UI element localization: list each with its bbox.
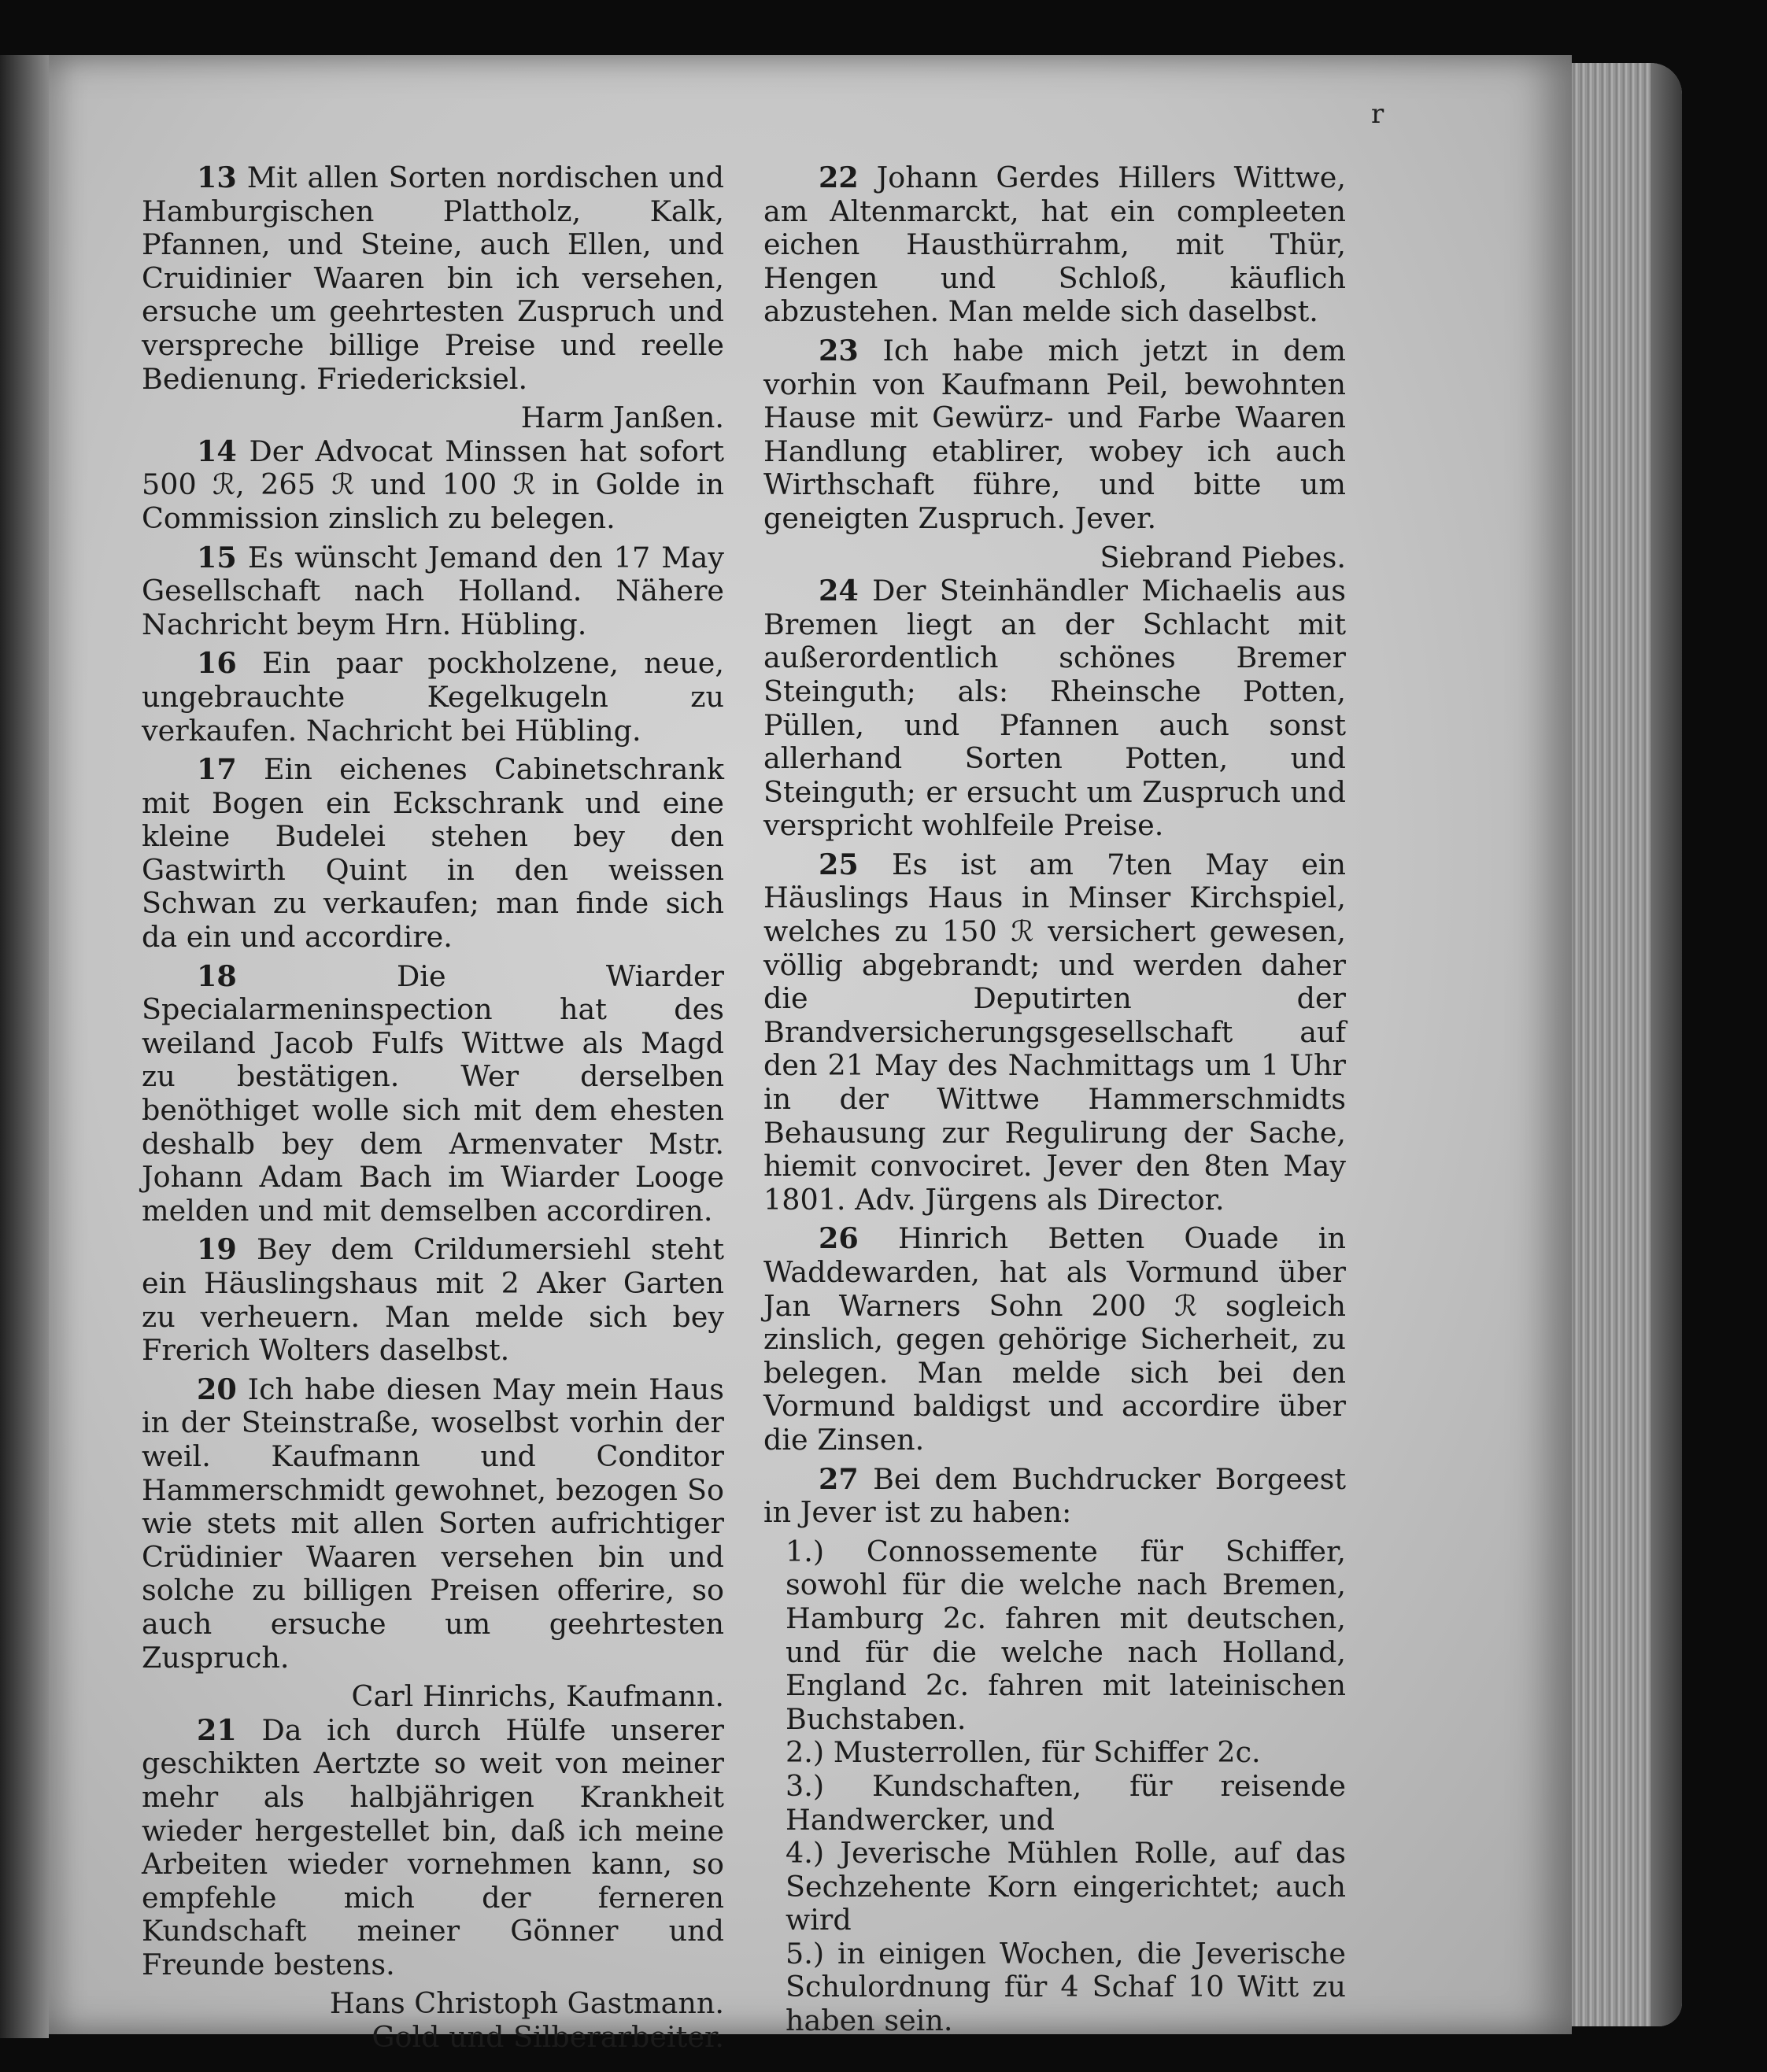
- left-column: [142, 161, 724, 2055]
- notice-27: 27 Bei dem Buchdrucker Borgeest in Jever ist zu haben:: [763, 1461, 1346, 1530]
- page-edges: [1572, 63, 1682, 2026]
- page-mark: r: [1371, 98, 1384, 130]
- notice-27-item-1: 1.) Connossemente für Schiffer, sowohl für die welche nach Bremen, Hamburg 2c. fahren mit deutschen, und für die welche nach Holland, England 2c. fahren mit lateinischen Buchstaben.: [786, 1534, 1347, 1736]
- notice-23: 23 Ich habe mich jetzt in dem vorhin von Kaufmann Peil, bewohnten Hause mit Gewürz- und Farbe Waaren Handlung etablirer, wobey ich auch Wirthschaft führe, und bitte um geneigten Zuspruch. Jever.: [763, 333, 1346, 535]
- notice-27-item-2: 2.) Musterrollen, für Schiffer 2c.: [786, 1735, 1261, 1770]
- notice-13: 13 Mit allen Sorten nordischen und Hamburgischen Plattholz, Kalk, Pfannen, und Steine, auch Ellen, und Cruidinier Waaren bin ich versehen, ersuche um geehrtesten Zuspruch und verspreche billige Preise und reelle Bedienung. Friedericksiel.: [142, 161, 724, 396]
- notice-27-item-4: 4.) Jeverische Mühlen Rolle, auf das Sechzehente Korn eingerichtet; auch wird: [786, 1836, 1346, 1937]
- right-column: [763, 161, 1346, 2038]
- notice-25: 25 Es ist am 7ten May ein Häuslings Haus in Minser Kirchspiel, welches zu 150 ℛ versichert gewesen, völlig abgebrandt; und werden daher die Deputirten der Brandversicherungsgesellschaft auf den 21 May des Nachmittags um 1 Uhr in der Wittwe Hammerschmidts Behausung zur Regulirung der Sache, hiemit convociret. Jever den 8ten May 1801. Adv. Jürgens als Director.: [763, 847, 1346, 1217]
- notice-20: 20 Ich habe diesen May mein Haus in der Steinstraße, woselbst vorhin der weil. Kaufmann und Conditor Hammerschmidt gewohnet, bezogen So wie stets mit allen Sorten aufrichtiger Crüdinier Waaren versehen bin und solche zu billigen Preisen offerire, so auch ersuche um geehrtesten Zuspruch.: [142, 1372, 724, 1675]
- notice-26: 26 Hinrich Betten Ouade in Waddewarden, hat als Vormund über Jan Warners Sohn 200 ℛ sogleich zinslich, gegen gehörige Sicherheit, zu belegen. Man melde sich bei den Vormund baldigst und accordire über die Zinsen.: [763, 1221, 1346, 1457]
- notice-24: 24 Der Steinhändler Michaelis aus Bremen liegt an der Schlacht mit außerordentlich schönes Bremer Steinguth; als: Rheinsche Potten, Püllen, und Pfannen auch sonst allerhand Sorten Potten, und Steinguth; er ersucht um Zuspruch und verspricht wohlfeile Preise.: [763, 574, 1347, 843]
- notice-21: 21 Da ich durch Hülfe unserer geschikten Aertzte so weit von meiner mehr als halbjährigen Krankheit wieder hergestellet bin, daß ich meine Arbeiten wieder vornehmen kann, so empfehle mich der ferneren Kundschaft meiner Gönner und Freunde bestens.: [142, 1712, 724, 1982]
- document-page: [49, 55, 1572, 2055]
- notice-14: 14 Der Advocat Minssen hat sofort 500 ℛ, 265 ℛ und 100 ℛ in Golde in Commission zinslich zu belegen.: [142, 434, 724, 535]
- notice-13-signature: Harm Janßen.: [520, 401, 724, 435]
- notice-18: 18 Die Wiarder Specialarmeninspection hat des weiland Jacob Fulfs Wittwe als Magd zu bestätigen. Wer derselben benöthiget wolle sich mit dem ehesten deshalb bey dem Armenvater Mstr. Johann Adam Bach im Wiarder Looge melden und mit demselben accordiren.: [142, 958, 724, 1228]
- notice-15: 15 Es wünscht Jemand den 17 May Gesellschaft nach Holland. Nähere Nachricht beym Hrn. Hübling.: [142, 540, 724, 641]
- notice-27-item-3: 3.) Kundschaften, für reisende Handwercker, und: [786, 1768, 1346, 1837]
- notice-17: 17 Ein eichenes Cabinetschrank mit Bogen ein Eckschrank und eine kleine Budelei stehen bey den Gastwirth Quint in den weissen Schwan zu verkaufen; man finde sich da ein und accordire.: [142, 752, 724, 955]
- notice-19: 19 Bey dem Crildumersiehl steht ein Häuslingshaus mit 2 Aker Garten zu verheuern. Man melde sich bey Frerich Wolters daselbst.: [142, 1232, 724, 1368]
- notice-21-signature: Hans Christoph Gastmann.: [329, 1986, 724, 2021]
- notice-16: 16 Ein paar pockholzene, neue, ungebrauchte Kegelkugeln zu verkaufen. Nachricht bei Hübling.: [142, 646, 724, 748]
- notice-27-item-5: 5.) in einigen Wochen, die Jeverische Schulordnung für 4 Schaf 10 Witt zu haben sein.: [786, 1936, 1346, 2038]
- notice-21-occupation: Gold und Silberarbeiter.: [372, 2020, 724, 2055]
- notice-22: 22 Johann Gerdes Hillers Wittwe, am Altenmarckt, hat ein compleeten eichen Hausthürrahm, mit Thür, Hengen und Schloß, käuflich abzustehen. Man melde sich daselbst.: [763, 161, 1347, 329]
- notice-20-signature: Carl Hinrichs, Kaufmann.: [351, 1679, 724, 1714]
- left-page-edge: [0, 55, 49, 2038]
- notice-23-signature: Siebrand Piebes.: [1100, 540, 1346, 574]
